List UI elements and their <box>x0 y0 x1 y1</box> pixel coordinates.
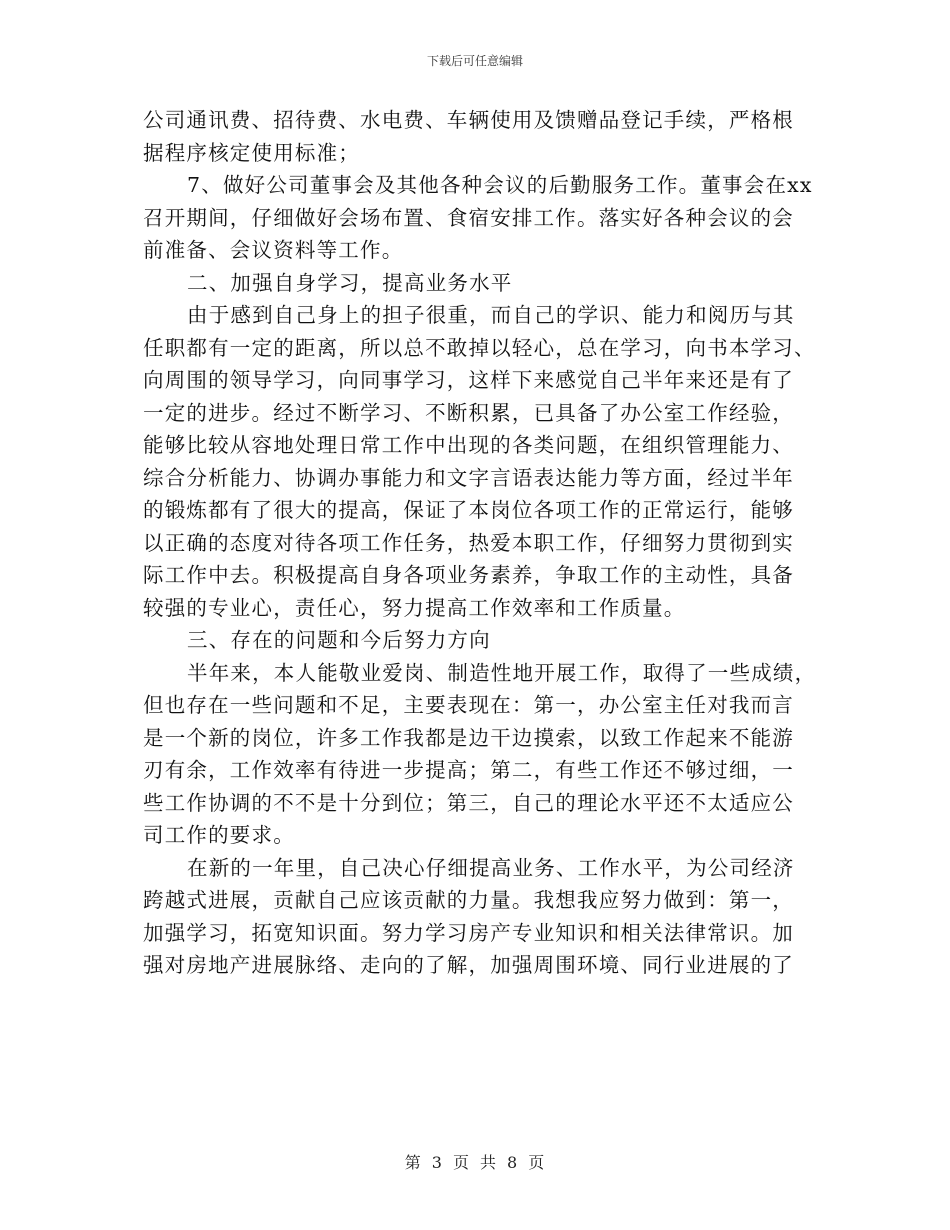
header-note: 下载后可任意编辑 <box>426 54 523 68</box>
text-line: 一定的进步。经过不断学习、不断积累，已具备了办公室工作经验， <box>143 400 794 425</box>
text-line: 以正确的态度对待各项工作任务，热爱本职工作，仔细努力贯彻到实 <box>143 530 794 555</box>
paragraph-start: 由于感到自己身上的担子很重，而自己的学识、能力和阅历与其 <box>187 303 795 327</box>
text-line: 向周围的领导学习，向同事学习，这样下来感觉自己半年来还是有了 <box>143 368 794 392</box>
text-line: 加强学习，拓宽知识面。努力学习房产专业知识和相关法律常识。加 <box>143 920 794 945</box>
footer-page-word: 页 <box>452 1153 470 1172</box>
footer-suffix: 页 <box>528 1153 546 1172</box>
text-line: 跨越式进展，贡献自己应该贡献的力量。我想我应努力做到：第一， <box>143 888 794 912</box>
text-line: 是一个新的岗位，许多工作我都是边干边摸索，以致工作起来不能游 <box>143 725 794 750</box>
footer-prefix: 第 <box>404 1153 422 1172</box>
text-line: 司工作的要求。 <box>143 823 295 847</box>
text-line: 综合分析能力、协调办事能力和文字言语表达能力等方面，经过半年 <box>143 465 794 490</box>
text-line: 刃有余，工作效率有待进一步提高；第二，有些工作还不够过细，一 <box>143 758 794 782</box>
document-body <box>143 104 815 982</box>
footer-total-word: 共 <box>480 1153 498 1172</box>
paragraph-start: 半年来，本人能敬业爱岗、制造性地开展工作，取得了一些成绩， <box>187 660 817 685</box>
text-line: 的锻炼都有了很大的提高，保证了本岗位各项工作的正常运行，能够 <box>143 498 794 522</box>
text-line: 际工作中去。积极提高自身各项业务素养，争取工作的主动性，具备 <box>143 563 794 587</box>
text-line: 些工作协调的不不是十分到位；第三，自己的理论水平还不太适应公 <box>143 790 794 815</box>
text-line: 据程序核定使用标准； <box>143 140 360 165</box>
text-line: 但也存在一些问题和不足，主要表现在：第一，办公室主任对我而言 <box>143 693 794 717</box>
total-page-number: 8 <box>507 1153 519 1172</box>
section-heading-3: 三、存在的问题和今后努力方向 <box>187 628 491 652</box>
text-line: 公司通讯费、招待费、水电费、车辆使用及馈赠品登记手续，严格根 <box>143 108 794 132</box>
text-line: 能够比较从容地处理日常工作中出现的各类问题，在组织管理能力、 <box>143 433 794 457</box>
text-line: 召开期间，仔细做好会场布置、食宿安排工作。落实好各种会议的会 <box>143 205 794 230</box>
text-line: 前准备、会议资料等工作。 <box>143 238 404 262</box>
section-heading-2: 二、加强自身学习，提高业务水平 <box>187 270 513 295</box>
text-line: 强对房地产进展脉络、走向的了解，加强周围环境、同行业进展的了 <box>143 953 794 977</box>
text-line: 任职都有一定的距离，所以总不敢掉以轻心，总在学习，向书本学习、 <box>143 335 816 360</box>
paragraph-start: 在新的一年里，自己决心仔细提高业务、工作水平，为公司经济 <box>187 855 795 880</box>
text-line: 较强的专业心，责任心，努力提高工作效率和工作质量。 <box>143 595 686 620</box>
page-number-footer <box>0 1150 950 1173</box>
list-item-7: 7、做好公司董事会及其他各种会议的后勤服务工作。董事会在xx <box>187 173 813 197</box>
current-page-number: 3 <box>431 1153 443 1172</box>
